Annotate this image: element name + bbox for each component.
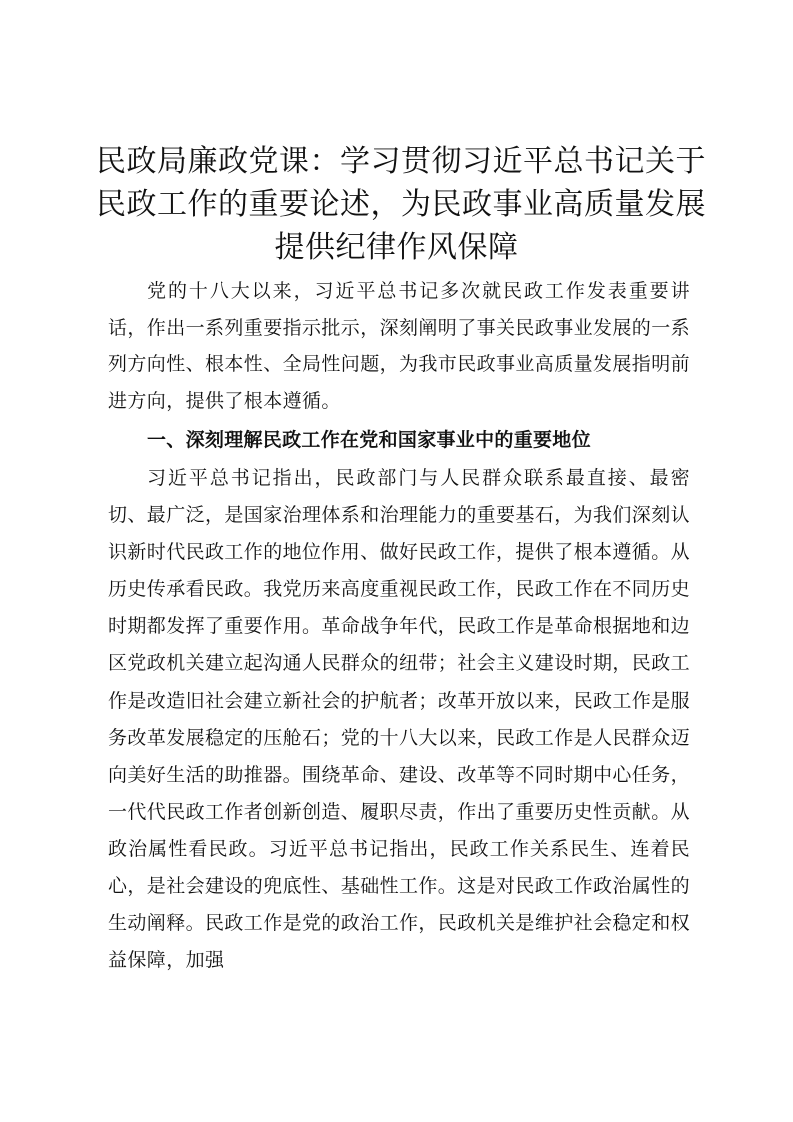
intro-paragraph: 党的十八大以来，习近平总书记多次就民政工作发表重要讲话，作出一系列重要指示批示，深刻阐明了事关民政事业发展的一系列方向性、根本性、全局性问题，为我市民政事业高质量发展指明前进方向，提供了根本遵循。 xyxy=(108,280,691,413)
document-title xyxy=(96,140,706,269)
section-paragraph: 习近平总书记指出，民政部门与人民群众联系最直接、最密切、最广泛，是国家治理体系和治理能力的重要基石，为我们深刻认识新时代民政工作的地位作用、做好民政工作，提供了根本遵循。从历史传承看民政。我党历来高度重视民政工作，民政工作在不同历史时期都发挥了重要作用。革命战争年代，民政工作是革命根据地和边区党政机关建立起沟通人民群众的纽带；社会主义建设时期，民政工作是改造旧社会建立新社会的护航者；改革开放以来，民政工作是服务改革发展稳定的压舱石；党的十八大以来，民政工作是人民群众迈向美好生活的助推器。围绕革命、建设、改革等不同时期中心任务，一代代民政工作者创新创造、履职尽责，作出了重要历史性贡献。从政治属性看民政。习近平总书记指出，民政工作关系民生、连着民心，是社会建设的兜底性、基础性工作。这是对民政工作政治属性的生动阐释。民政工作是党的政治工作，民政机关是维护社会稳定和权益保障，加强 xyxy=(108,467,691,972)
section-heading: 一、深刻理解民政工作在党和国家事业中的重要地位 xyxy=(147,429,591,451)
title-line-3: 提供纪律作风保障 xyxy=(274,230,519,265)
title-line-1: 民政局廉政党课：学习贯彻习近平总书记关于 xyxy=(96,144,706,179)
title-line-2: 民政工作的重要论述，为民政事业高质量发展 xyxy=(96,187,706,222)
